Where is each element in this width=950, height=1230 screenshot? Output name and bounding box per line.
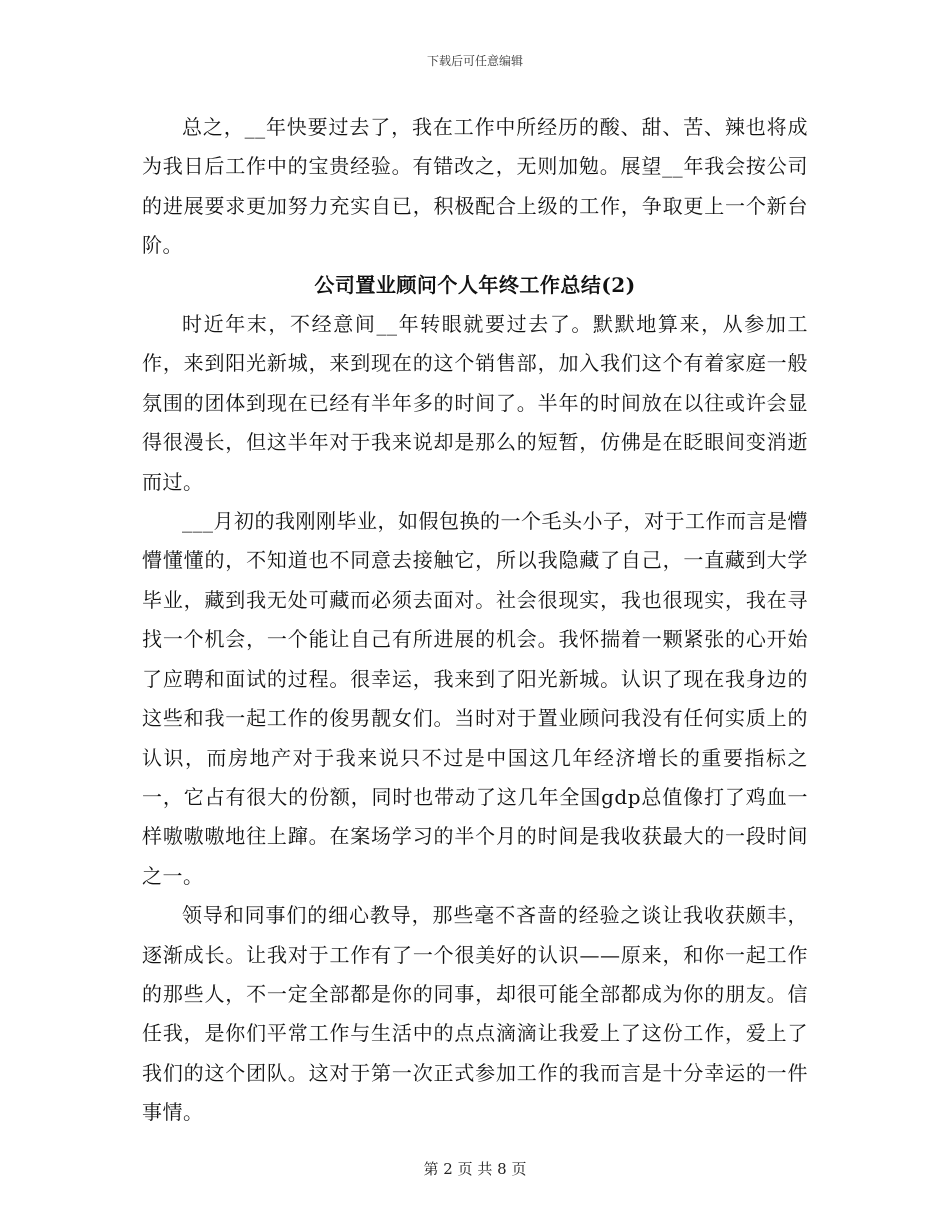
paragraph: 时近年末，不经意间__年转眼就要过去了。默默地算来，从参加工作，来到阳光新城，来到现在的这个销售部，加入我们这个有着家庭一般氛围的团体到现在已经有半年多的时间了。半年的时间放在以往或许会显得很漫长，但这半年对于我来说却是那么的短暂，仿佛是在眨眼间变消逝而过。 (142, 312, 808, 494)
section-title: 公司置业顾问个人年终工作总结(2) (314, 272, 636, 297)
page-number: 第 2 页 共 8 页 (423, 1160, 527, 1178)
paragraph: 领导和同事们的细心教导，那些毫不吝啬的经验之谈让我收获颇丰，逐渐成长。让我对于工作有了一个很美好的认识——原来，和你一起工作的那些人，不一定全部都是你的同事，却很可能全部都成为你的朋友。信任我，是你们平常工作与生活中的点点滴滴让我爱上了这份工作，爱上了我们的这个团队。这对于第一次正式参加工作的我而言是十分幸运的一件事情。 (142, 903, 808, 1125)
page-header: 下载后可任意编辑 (426, 54, 523, 68)
paragraph: 总之，__年快要过去了，我在工作中所经历的酸、甜、苦、辣也将成为我日后工作中的宝贵经验。有错改之，无则加勉。展望__年我会按公司的进展要求更加努力充实自已，积极配合上级的工作，争取更上一个新台阶。 (142, 115, 808, 258)
paragraph: ___月初的我刚刚毕业，如假包换的一个毛头小子，对于工作而言是懵懵懂懂的，不知道也不同意去接触它，所以我隐藏了自己，一直藏到大学毕业，藏到我无处可藏而必须去面对。社会很现实，我也很现实，我在寻找一个机会，一个能让自己有所进展的机会。我怀揣着一颗紧张的心开始了应聘和面试的过程。很幸运，我来到了阳光新城。认识了现在我身边的这些和我一起工作的俊男靓女们。当时对于置业顾问我没有任何实质上的认识，而房地产对于我来说只不过是中国这几年经济增长的重要指标之一，它占有很大的份额，同时也带动了这几年全国gdp总值像打了鸡血一样嗷嗷嗷地往上蹿。在案场学习的半个月的时间是我收获最大的一段时间之一。 (142, 509, 808, 888)
document-body (142, 108, 808, 1133)
